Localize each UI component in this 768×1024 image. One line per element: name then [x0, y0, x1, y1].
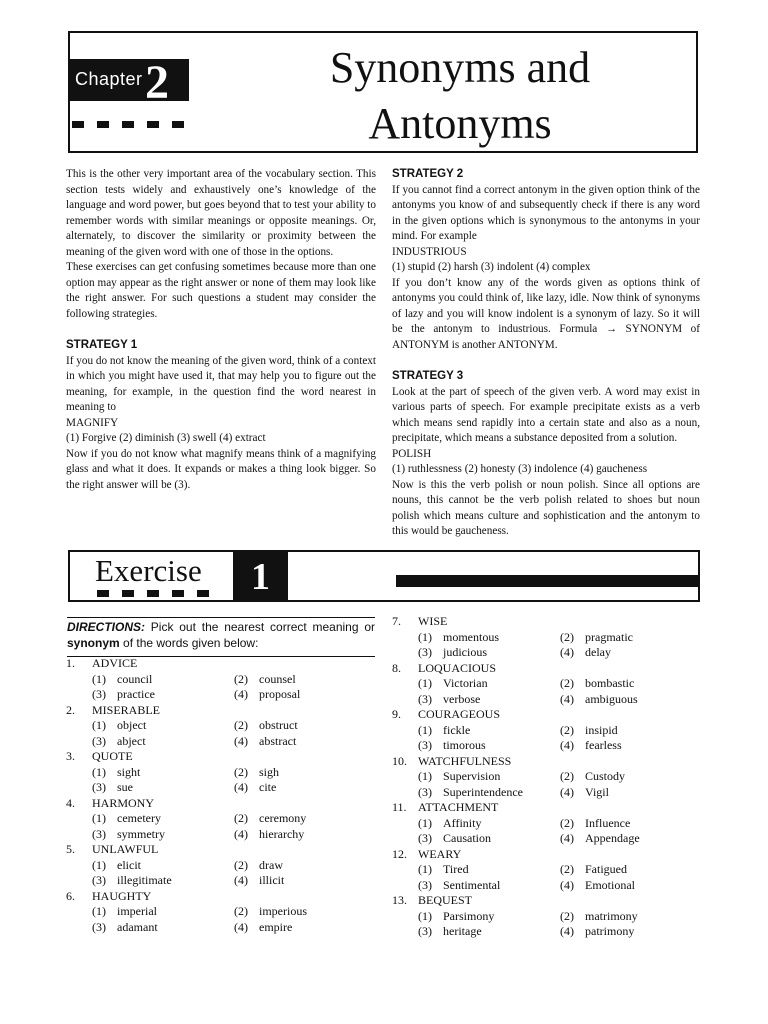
option-text: elicit: [117, 857, 141, 872]
option-text: delay: [585, 645, 611, 659]
option-text: momentous: [443, 629, 499, 644]
option-text: imperious: [259, 904, 307, 918]
option-text: empire: [259, 919, 293, 934]
question-item: [392, 754, 702, 801]
option-number: (1): [418, 676, 432, 690]
question-item: [66, 796, 376, 843]
strategy-1-explanation: Now if you do not know what magnify means think of a magnifying glass and what it does. It expands or makes a thing look bigger. So the right answer will be (3).: [66, 447, 376, 491]
option-text: obstruct: [259, 718, 298, 732]
option-number: (1): [418, 862, 432, 876]
strategy-3-options: (1) ruthlessness (2) honesty (3) indolence (4) gaucheness: [392, 463, 648, 475]
question-word: BEQUEST: [418, 893, 472, 907]
option-text: Superintendence: [443, 784, 523, 799]
question-word: HAUGHTY: [92, 888, 152, 903]
option-number: (3): [92, 780, 106, 794]
option-number: (4): [560, 645, 574, 659]
chapter-label: Chapter: [75, 69, 143, 89]
option-text: cite: [259, 780, 277, 794]
question-word: WATCHFULNESS: [418, 753, 512, 768]
option-number: (2): [234, 904, 248, 918]
option-number: (1): [418, 769, 432, 783]
strategy-1-word: MAGNIFY: [66, 416, 119, 429]
option-text: verbose: [443, 691, 481, 706]
option-text: sue: [117, 780, 133, 794]
strategy-3-text: Look at the part of speech of the given verb. A word may exist in various parts of speech. For example precipitate exists as a verb which means send rapidly into a certain state and also as a noun, precipitate, which means a substance deposited from a solution.: [392, 385, 700, 444]
option-text: council: [117, 671, 153, 686]
option-text: Parsimony: [443, 908, 495, 923]
exercise-number: 1: [233, 552, 288, 600]
option-number: (2): [560, 862, 574, 876]
question-number: 3.: [66, 749, 75, 763]
option-text: judicious: [443, 645, 487, 659]
option-text: proposal: [259, 687, 301, 701]
directions-text-2: of the words given below:: [119, 636, 259, 650]
chapter-title-line2: Antonyms: [368, 99, 552, 148]
option-text: fearless: [585, 738, 622, 752]
question-word: COURAGEOUS: [418, 707, 501, 721]
strategy-1-heading: STRATEGY 1: [66, 339, 138, 351]
option-text: Sentimental: [443, 877, 501, 892]
question-item: [66, 656, 376, 703]
strategy-1-text: If you do not know the meaning of the given word, think of a context in which you might have used it, that may help you to figure out the meaning, for example, in the question find the word nearest in meaning to: [66, 354, 376, 413]
option-text: Causation: [443, 831, 491, 845]
exercise-dash-decoration: [97, 590, 209, 597]
question-item: [392, 614, 702, 661]
directions-text-1: Pick out the nearest correct meaning or: [145, 620, 375, 634]
option-number: (1): [92, 718, 106, 732]
option-number: (3): [92, 873, 106, 887]
question-number: 6.: [66, 888, 75, 903]
question-word: HARMONY: [92, 795, 155, 810]
strategy-2-text: If you cannot find a correct antonym in the given option think of the antonyms you know of and subsequently check if there is any word in the given options which is synonymous to the antonyms in your mind. For example: [392, 183, 700, 242]
option-number: (4): [560, 924, 574, 938]
option-text: Custody: [585, 769, 626, 783]
option-text: Appendage: [585, 831, 640, 845]
option-number: (2): [560, 722, 574, 737]
chapter-title: [300, 40, 620, 152]
option-number: (4): [234, 780, 248, 794]
option-number: (1): [418, 815, 432, 830]
question-item: [392, 847, 702, 894]
strategy-2-explanation: If you don’t know any of the words given as options think of antonyms you could think of, like lazy, idle. Now think of synonyms of lazy and you will know indolent is a synonym of lazy. So it will be the antonym to industrious. Formula → SYNONYM of ANTONYM is another ANTONYM.: [392, 276, 700, 351]
option-number: (2): [234, 764, 248, 779]
option-number: (4): [234, 826, 248, 841]
option-text: patrimony: [585, 924, 635, 938]
option-number: (4): [234, 733, 248, 748]
question-number: 10.: [392, 753, 407, 768]
question-list-right: [392, 614, 702, 940]
option-text: insipid: [585, 722, 618, 737]
question-number: 8.: [392, 660, 401, 675]
directions-keyword: synonym: [67, 636, 120, 650]
question-number: 5.: [66, 842, 75, 856]
option-number: (4): [560, 831, 574, 845]
option-text: heritage: [443, 924, 482, 938]
option-number: (3): [92, 687, 106, 701]
option-text: cemetery: [117, 811, 161, 825]
option-number: (1): [418, 908, 432, 923]
question-word: WEARY: [418, 846, 462, 861]
question-word: ATTACHMENT: [418, 800, 499, 814]
strategy-3-explanation: Now is this the verb polish or noun polish. Since all options are nouns, this cannot be the verb polish related to shoes but noun polish which means culture and sophistication and the antonym to this would be gaucheness.: [392, 478, 700, 537]
question-number: 13.: [392, 893, 407, 907]
chapter-dash-decoration: [72, 121, 184, 128]
option-number: (1): [92, 857, 106, 872]
option-number: (2): [234, 671, 248, 686]
option-number: (2): [234, 811, 248, 825]
option-text: Supervision: [443, 769, 501, 783]
option-number: (3): [92, 733, 106, 748]
chapter-title-line1: Synonyms and: [329, 43, 591, 92]
option-number: (4): [560, 784, 574, 799]
option-number: (1): [418, 629, 432, 644]
strategy-3-heading: STRATEGY 3: [392, 370, 464, 382]
question-item: [392, 661, 702, 708]
option-text: Tired: [443, 862, 469, 876]
option-number: (2): [560, 676, 574, 690]
option-number: (4): [560, 738, 574, 752]
question-item: [66, 842, 376, 889]
question-item: [392, 893, 702, 940]
option-number: (3): [418, 645, 432, 659]
question-number: 1.: [66, 656, 75, 670]
option-text: Emotional: [585, 877, 635, 892]
option-number: (2): [560, 629, 574, 644]
option-number: (4): [234, 687, 248, 701]
question-item: [392, 800, 702, 847]
option-number: (1): [92, 811, 106, 825]
strategy-3-word: POLISH: [392, 447, 432, 460]
option-text: ceremony: [259, 811, 307, 825]
option-text: adamant: [117, 919, 158, 934]
chapter-tab: [69, 56, 189, 109]
intro-right-column: [392, 167, 700, 540]
question-word: WISE: [418, 614, 448, 628]
option-number: (4): [234, 873, 248, 887]
option-number: (2): [560, 908, 574, 923]
option-text: abstract: [259, 733, 297, 748]
exercise-bar-decoration: [396, 575, 700, 587]
strategy-1-options: (1) Forgive (2) diminish (3) swell (4) extract: [66, 432, 266, 444]
question-number: 12.: [392, 846, 407, 861]
question-word: UNLAWFUL: [92, 842, 159, 856]
question-item: [66, 889, 376, 936]
strategy-2-heading: STRATEGY 2: [392, 168, 464, 180]
option-text: fickle: [443, 722, 471, 737]
option-text: draw: [259, 857, 283, 872]
option-number: (3): [92, 826, 106, 841]
option-number: (2): [234, 718, 248, 732]
option-number: (4): [560, 877, 574, 892]
option-text: illicit: [259, 873, 285, 887]
option-number: (3): [92, 919, 106, 934]
intro-paragraph-1: This is the other very important area of the vocabulary section. This section tests widely and exhaustively one’s knowledge of the language and word power, but goes beyond that to test your ability to remember words with similar meanings or opposite meanings. Or, alternately, to discover the similarity or proximity between the meaning of the given word with one of those in the options.: [66, 168, 376, 258]
option-number: (3): [418, 924, 432, 938]
option-number: (2): [560, 769, 574, 783]
option-text: Fatigued: [585, 862, 627, 876]
option-text: Victorian: [443, 676, 488, 690]
option-text: bombastic: [585, 676, 635, 690]
option-number: (2): [234, 857, 248, 872]
option-number: (3): [418, 738, 432, 752]
chapter-number: 2: [145, 56, 169, 109]
question-number: 11.: [392, 800, 407, 814]
strategy-2-word: INDUSTRIOUS: [392, 245, 467, 258]
option-text: abject: [117, 733, 146, 748]
option-text: hierarchy: [259, 826, 305, 841]
directions-label: DIRECTIONS:: [67, 620, 145, 634]
question-item: [66, 749, 376, 796]
exercise-label: Exercise: [95, 553, 202, 588]
option-text: object: [117, 718, 147, 732]
option-text: symmetry: [117, 826, 165, 841]
question-word: MISERABLE: [92, 702, 161, 717]
question-number: 2.: [66, 702, 75, 717]
option-text: sigh: [259, 764, 280, 779]
option-text: sight: [117, 764, 141, 779]
option-text: illegitimate: [117, 873, 172, 887]
question-number: 7.: [392, 614, 401, 628]
option-text: timorous: [443, 738, 486, 752]
option-text: Influence: [585, 815, 631, 830]
option-text: counsel: [259, 671, 296, 686]
question-word: ADVICE: [92, 656, 138, 670]
intro-left-column: [66, 167, 376, 493]
option-number: (4): [234, 919, 248, 934]
option-number: (3): [418, 877, 432, 892]
option-number: (2): [560, 815, 574, 830]
option-number: (1): [418, 722, 432, 737]
option-number: (1): [92, 904, 106, 918]
option-number: (1): [92, 764, 106, 779]
option-text: pragmatic: [585, 629, 633, 644]
strategy-2-options: (1) stupid (2) harsh (3) indolent (4) complex: [392, 261, 591, 273]
question-word: LOQUACIOUS: [418, 660, 496, 675]
option-text: imperial: [117, 904, 157, 918]
question-list-left: [66, 656, 376, 935]
option-text: Vigil: [585, 784, 609, 799]
option-text: Affinity: [443, 815, 482, 830]
option-text: practice: [117, 687, 155, 701]
directions: [67, 617, 375, 657]
option-number: (3): [418, 831, 432, 845]
option-number: (1): [92, 671, 106, 686]
option-text: ambiguous: [585, 691, 638, 706]
option-number: (4): [560, 691, 574, 706]
question-item: [392, 707, 702, 754]
option-number: (3): [418, 691, 432, 706]
question-word: QUOTE: [92, 749, 133, 763]
question-number: 4.: [66, 795, 75, 810]
option-number: (3): [418, 784, 432, 799]
option-text: matrimony: [585, 908, 638, 923]
question-number: 9.: [392, 707, 401, 721]
intro-paragraph-2: These exercises can get confusing sometimes because more than one option may appear as the right answer or none of them may look like the right answer. For such questions a student may consider the following strategies.: [66, 261, 376, 320]
question-item: [66, 703, 376, 750]
